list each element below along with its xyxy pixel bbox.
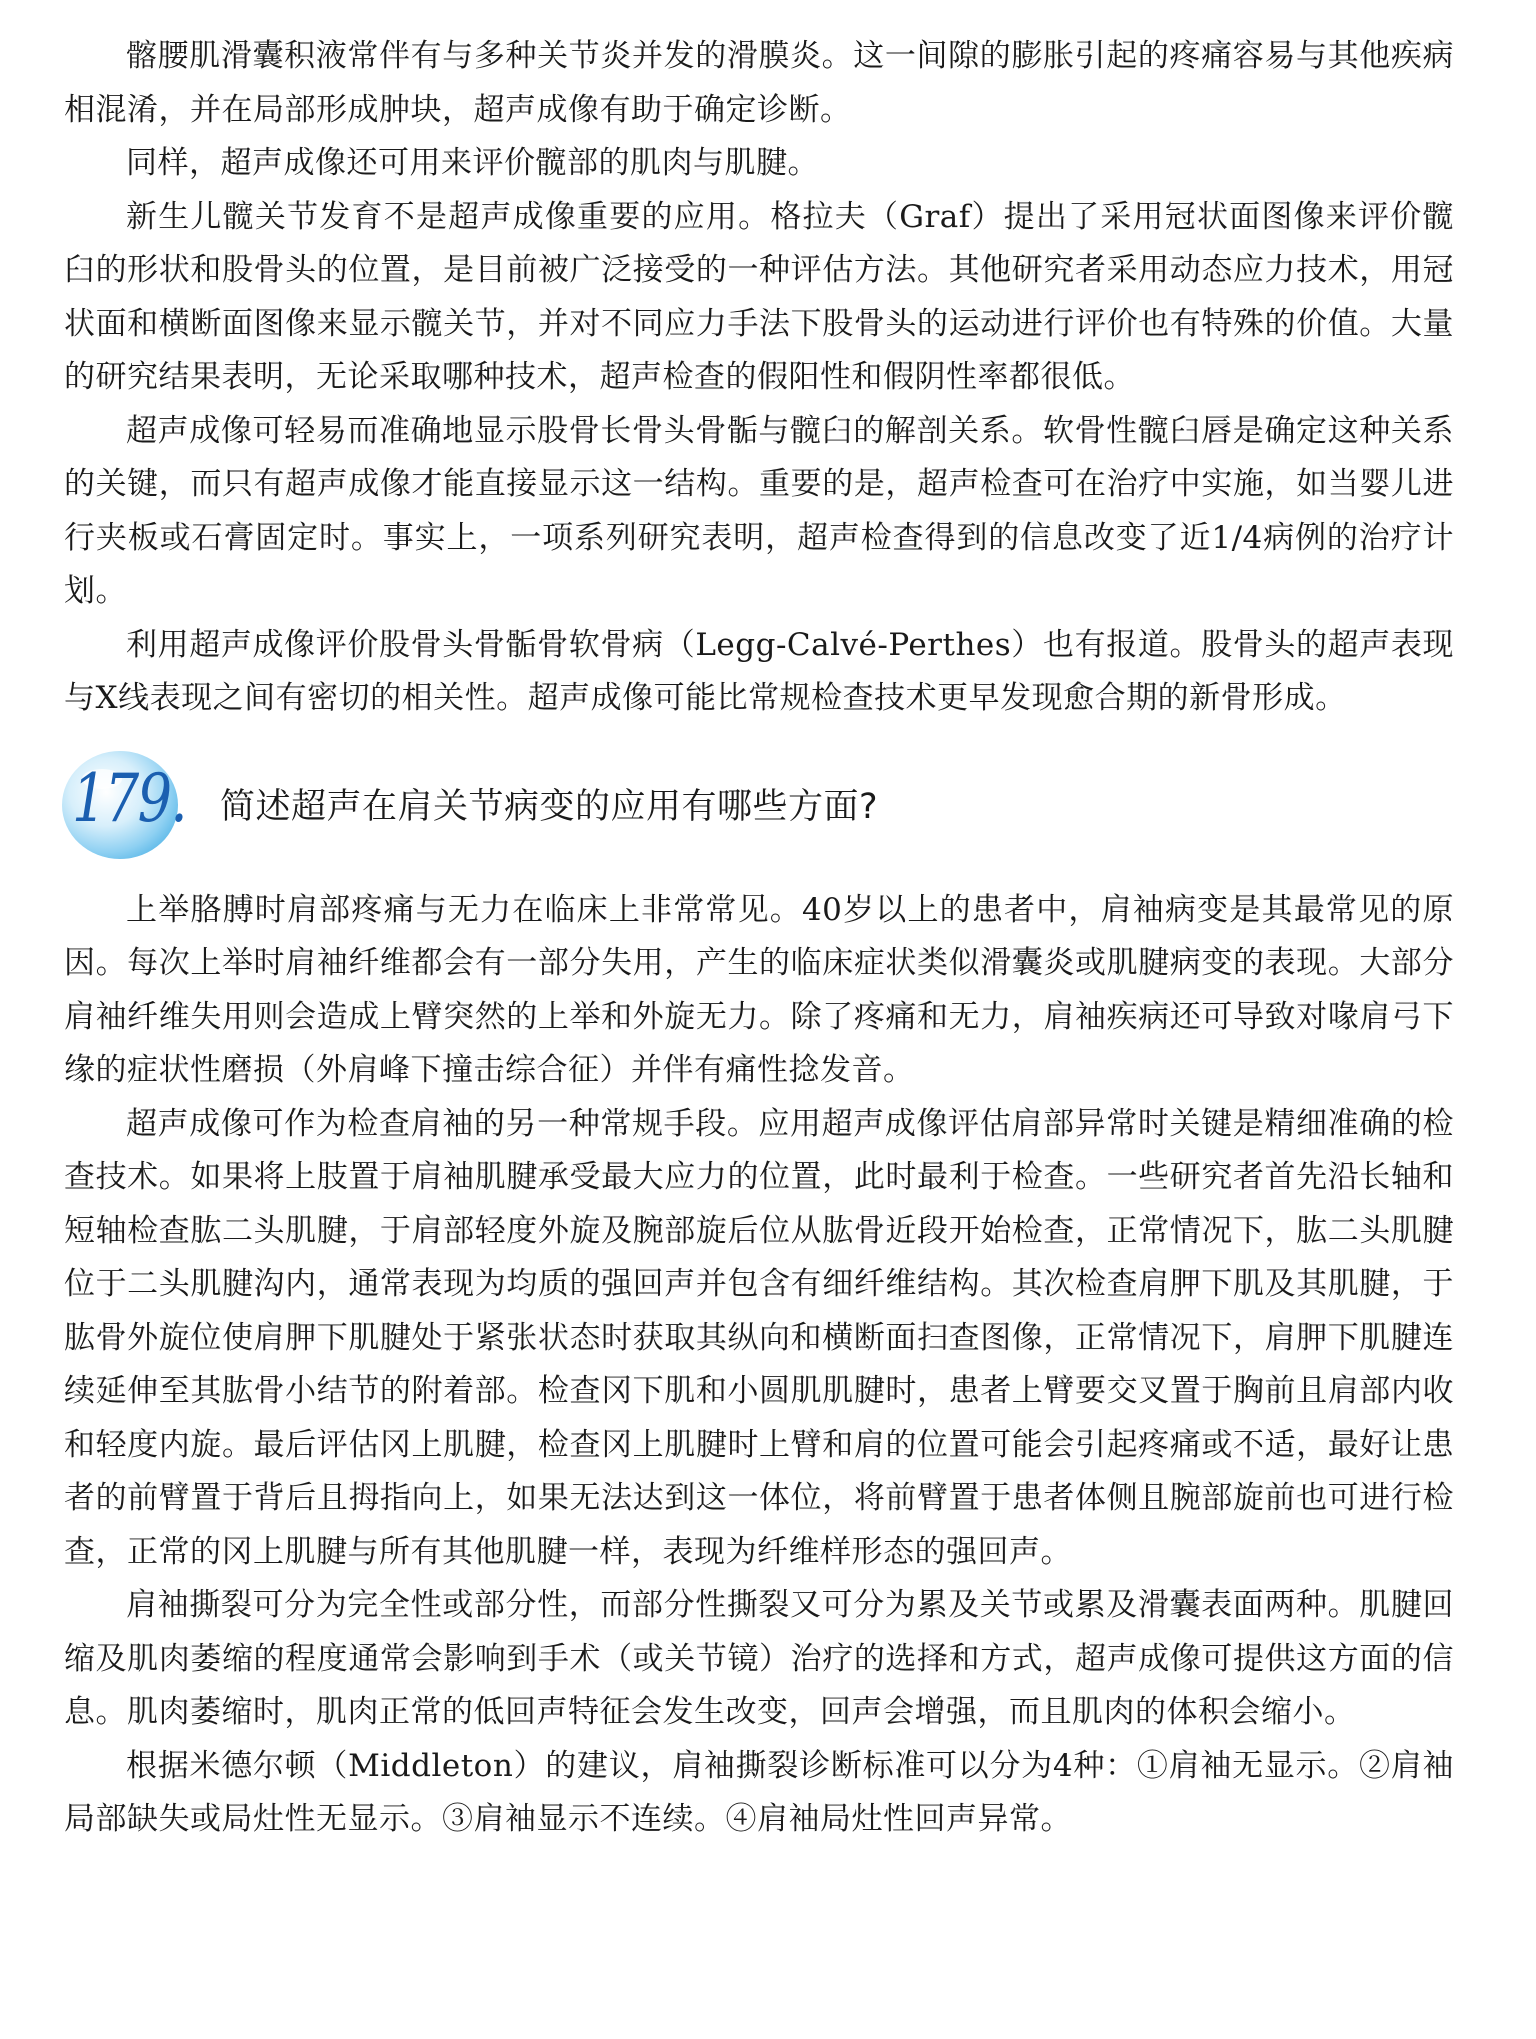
paragraph-exam-technique: 超声成像可作为检查肩袖的另一种常规手段。应用超声成像评估肩部异常时关键是精细准确的检查技术。如果将上肢置于肩袖肌腱承受最大应力的位置，此时最利于检查。一些研究者首先沿长轴和短轴检查肱二头肌腱，于肩部轻度外旋及腕部旋后位从肱骨近段开始检查，正常情况下，肱二头肌腱位于二头肌腱沟内，通常表现为均质的强回声并包含有细纤维结构。其次检查肩胛下肌及其肌腱，于肱骨外旋位使肩胛下肌腱处于紧张状态时获取其纵向和横断面扫查图像，正常情况下，肩胛下肌腱连续延伸至其肱骨小结节的附着部。检查冈下肌和小圆肌肌腱时，患者上臂要交叉置于胸前且肩部内收和轻度内旋。最后评估冈上肌腱，检查冈上肌腱时上臂和肩的位置可能会引起疼痛或不适，最好让患者的前臂置于背后且拇指向上，如果无法达到这一体位，将前臂置于患者体侧且腕部旋前也可进行检查，正常的冈上肌腱与所有其他肌腱一样，表现为纤维样形态的强回声。 [64,1105,1454,1570]
paragraph-iliopsoas-bursa: 髂腰肌滑囊积液常伴有与多种关节炎并发的滑膜炎。这一间隙的膨胀引起的疼痛容易与其他疾病相混淆，并在局部形成肿块，超声成像有助于确定诊断。 [64,38,1454,128]
document-page [64,30,1454,1847]
paragraph-middleton-criteria: 根据米德尔顿（Middleton）的建议，肩袖撕裂诊断标准可以分为4种：①肩袖无显示。②肩袖局部缺失或局灶性无显示。③肩袖显示不连续。④肩袖局灶性回声异常。 [64,1747,1454,1837]
section-number-badge [58,745,206,863]
paragraph-perthes: 利用超声成像评价股骨头骨骺骨软骨病（Legg-Calvé-Perthes）也有报道。股骨头的超声表现与X线表现之间有密切的相关性。超声成像可能比常规检查技术更早发现愈合期的新骨形成。 [64,626,1454,716]
section-heading [58,736,1454,872]
section-number: 179. [72,759,186,837]
paragraph-acetabulum-relation: 超声成像可轻易而准确地显示股骨长骨头骨骺与髋臼的解剖关系。软骨性髋臼唇是确定这种关系的关键，而只有超声成像才能直接显示这一结构。重要的是，超声检查可在治疗中实施，如当婴儿进行夹板或石膏固定时。事实上，一项系列研究表明，超声检查得到的信息改变了近1/4病例的治疗计划。 [64,412,1454,609]
section-title: 简述超声在肩关节病变的应用有哪些方面? [220,786,879,827]
paragraph-hip-muscles: 同样，超声成像还可用来评价髋部的肌肉与肌腱。 [126,145,819,181]
paragraph-rotator-tear-types: 肩袖撕裂可分为完全性或部分性，而部分性撕裂又可分为累及关节或累及滑囊表面两种。肌腱回缩及肌肉萎缩的程度通常会影响到手术（或关节镜）治疗的选择和方式，超声成像可提供这方面的信息。肌肉萎缩时，肌肉正常的低回声特征会发生改变，回声会增强，而且肌肉的体积会缩小。 [64,1587,1454,1730]
paragraph-neonatal-hip: 新生儿髋关节发育不是超声成像重要的应用。格拉夫（Graf）提出了采用冠状面图像来评价髋臼的形状和股骨头的位置，是目前被广泛接受的一种评估方法。其他研究者采用动态应力技术，用冠状面和横断面图像来显示髋关节，并对不同应力手法下股骨头的运动进行评价也有特殊的价值。大量的研究结果表明，无论采取哪种技术，超声检查的假阳性和假阴性率都很低。 [64,198,1454,395]
paragraph-shoulder-pain: 上举胳膊时肩部疼痛与无力在临床上非常常见。40岁以上的患者中，肩袖病变是其最常见的原因。每次上举时肩袖纤维都会有一部分失用，产生的临床症状类似滑囊炎或肌腱病变的表现。大部分肩袖纤维失用则会造成上臂突然的上举和外旋无力。除了疼痛和无力，肩袖疾病还可导致对喙肩弓下缘的症状性磨损（外肩峰下撞击综合征）并伴有痛性捻发音。 [64,891,1454,1088]
